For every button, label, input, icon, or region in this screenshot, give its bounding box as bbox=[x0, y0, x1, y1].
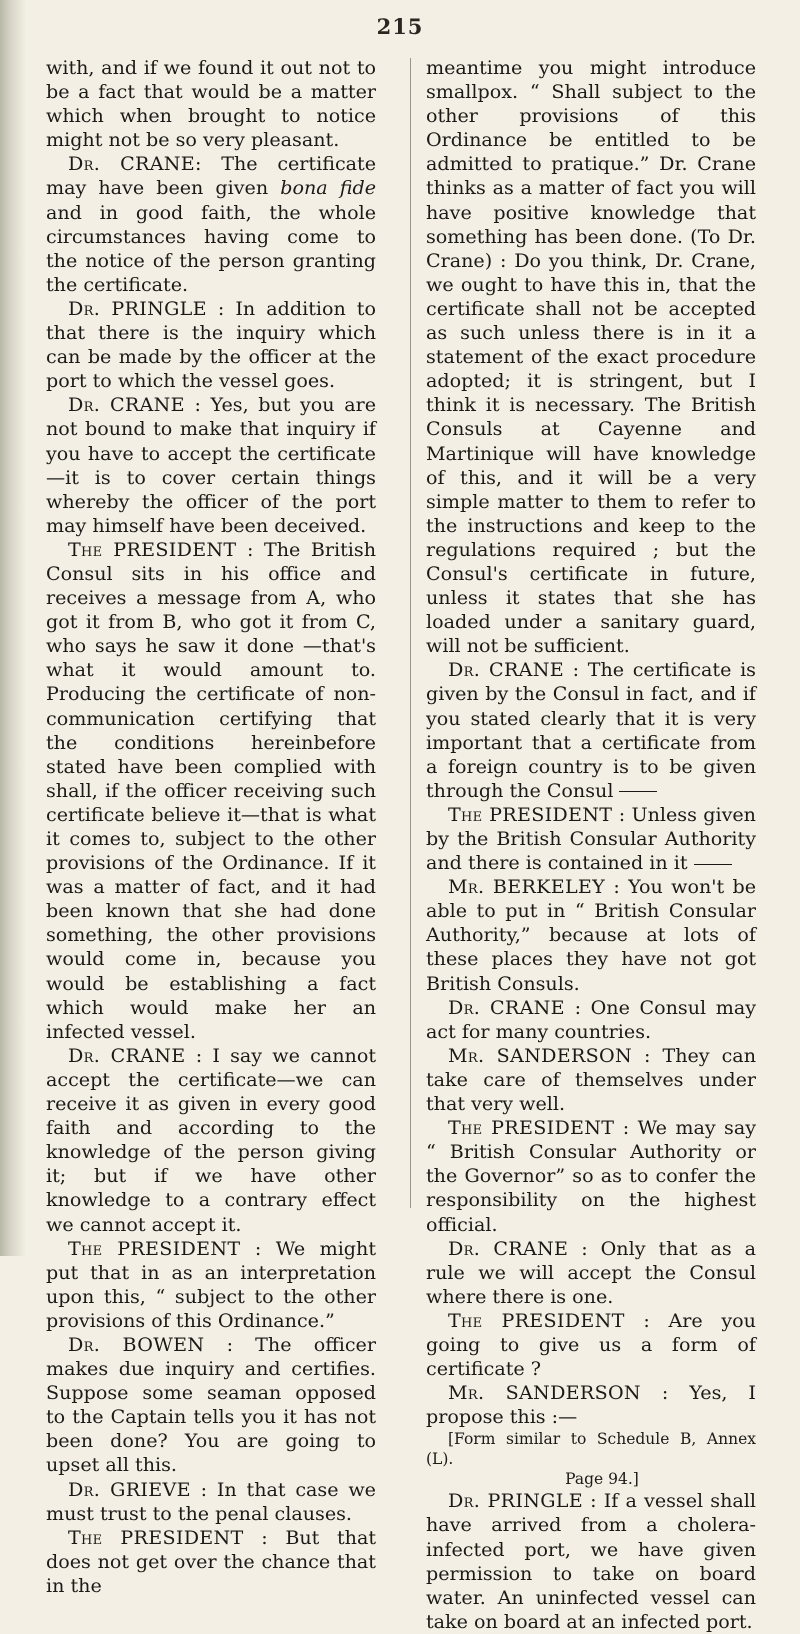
paragraph: with, and if we found it out not to be a fact that would be a matter which when brought to notice might not be so very pleasant. bbox=[46, 56, 376, 152]
paragraph: Dr. CRANE : One Consul may act for many countries. bbox=[426, 995, 757, 1043]
paragraph: Mr. SANDERSON : Yes, I propose this :— bbox=[426, 1381, 756, 1429]
right-column bbox=[426, 56, 756, 1634]
speaker-name: Dr. GRIEVE bbox=[68, 1477, 191, 1501]
paragraph: Dr. CRANE : Yes, but you are not bound to make that inquiry if you have to accept the certificate—it is to cover certain things whereby the officer of the port may himself have been deceived. bbox=[46, 393, 377, 537]
speaker-name: The PRESIDENT bbox=[68, 537, 237, 561]
paragraph: The PRESIDENT : But that does not get over the chance that in the bbox=[46, 1525, 376, 1597]
speaker-name: Mr. SANDERSON bbox=[448, 1381, 641, 1405]
editorial-note: [Form similar to Schedule B, Annex (L). Page 94.] bbox=[426, 1430, 756, 1489]
paragraph: Dr. CRANE : Only that as a rule we will accept the Consul where there is one. bbox=[426, 1236, 757, 1308]
paragraph: The PRESIDENT : We may say “ British Consular Authority or the Governor” so as to confer the responsibility on the highest official. bbox=[426, 1116, 756, 1236]
paragraph: Mr. BERKELEY : You won't be able to put in “ British Consular Authority,” because at lots of these places they have not got British Consuls. bbox=[426, 875, 756, 995]
paragraph: The PRESIDENT : Unless given by the British Consular Authority and there is contained in it bbox=[426, 802, 756, 875]
column-divider bbox=[410, 58, 411, 1208]
speaker-name: Dr. BOWEN bbox=[68, 1332, 205, 1356]
speaker-name: The PRESIDENT bbox=[68, 1525, 244, 1549]
speaker-name: Dr. CRANE bbox=[68, 393, 185, 417]
speaker-name: The PRESIDENT bbox=[448, 1308, 625, 1332]
paragraph: The PRESIDENT : We might put that in as an interpretation upon this, “ subject to the other provisions of this Ordinance.” bbox=[46, 1236, 376, 1332]
speaker-name: Dr. PRINGLE bbox=[448, 1489, 583, 1513]
speaker-name: The PRESIDENT bbox=[448, 802, 613, 826]
em-dash-rule bbox=[619, 791, 657, 792]
speaker-name: Dr. CRANE bbox=[448, 658, 564, 682]
page-edge-shadow bbox=[0, 0, 26, 1256]
paragraph: Dr. PRINGLE : In addition to that there is the inquiry which can be made by the officer at the port to which the vessel goes. bbox=[46, 296, 376, 393]
paragraph: The PRESIDENT : The British Consul sits in his office and receives a message from A, who got it from B, who got it from C, who says he saw it done —that's what it would amount to. Producing the certificate of non-communication certifying that the conditions hereinbefore stated have been complied with shall, if the officer receiving such certificate believe it—that is what it comes to, subject to the other provisions of the Ordinance. If it was a matter of fact, and it had been known that she had done something, the other provisions would come in, because you would be establishing a fact which would make her an infected vessel. bbox=[46, 537, 377, 1043]
speaker-name: Dr. PRINGLE bbox=[68, 296, 207, 320]
paragraph: Dr. PRINGLE : If a vessel shall have arrived from a cholera-infected port, we have given permission to take on board water. An uninfected vessel can take on board at an infected port. bbox=[426, 1489, 756, 1633]
speaker-name: Dr. CRANE bbox=[68, 1043, 186, 1067]
page-number: 215 bbox=[376, 14, 424, 39]
paragraph: Mr. SANDERSON : They can take care of themselves under that very well. bbox=[426, 1043, 756, 1116]
speaker-name: The PRESIDENT bbox=[448, 1116, 615, 1140]
em-dash-rule bbox=[694, 864, 732, 865]
paragraph: Dr. GRIEVE : In that case we must trust to the penal clauses. bbox=[46, 1477, 376, 1525]
speaker-name: The PRESIDENT bbox=[68, 1236, 241, 1260]
speaker-name: Dr. CRANE bbox=[448, 995, 565, 1019]
paragraph: meantime you might introduce smallpox. “ Shall subject to the other provisions of this Ordinance be entitled to be admitted to pratique.” Dr. Crane thinks as a matter of fact you will have positive knowledge that something has been done. (To Dr. Crane) : Do you think, Dr. Crane, we ought to have this in, that the certificate shall not be accepted as such unless there is in it a statement of the exact procedure adopted; it is stringent, but I think it is necessary. The British Consuls at Cayenne and Martinique will have knowledge of this, and it will be a very simple matter to them to refer to the instructions and keep to the regulations required ; but the Consul's certificate in future, unless it states that she has loaded under a sanitary guard, will not be sufficient. bbox=[426, 56, 756, 658]
speaker-name: Dr. CRANE bbox=[68, 152, 196, 176]
speaker-name: Mr. BERKELEY bbox=[448, 875, 606, 899]
left-column bbox=[46, 56, 376, 1598]
paragraph: The PRESIDENT : Are you going to give us a form of certificate ? bbox=[426, 1308, 756, 1381]
paragraph: Dr. CRANE : The certificate is given by the Consul in fact, and if you stated clearly that it is very important that a certificate from a foreign country is to be given through the Consul bbox=[426, 658, 756, 802]
paragraph: Dr. BOWEN : The officer makes due inquiry and certifies. Suppose some seaman opposed to the Captain tells you it has not been done? You are going to upset all this. bbox=[46, 1332, 376, 1477]
paragraph: Dr. CRANE: The certificate may have been given bona fide and in good faith, the whole circumstances having come to the notice of the person granting the certificate. bbox=[46, 152, 377, 296]
paragraph: Dr. CRANE : I say we cannot accept the certificate—we can receive it as given in every good faith and according to the knowledge of the person giving it; but if we have other knowledge to a contrary effect we cannot accept it. bbox=[46, 1043, 376, 1236]
speaker-name: Dr. CRANE bbox=[448, 1236, 569, 1260]
speaker-name: Mr. SANDERSON bbox=[448, 1043, 632, 1067]
